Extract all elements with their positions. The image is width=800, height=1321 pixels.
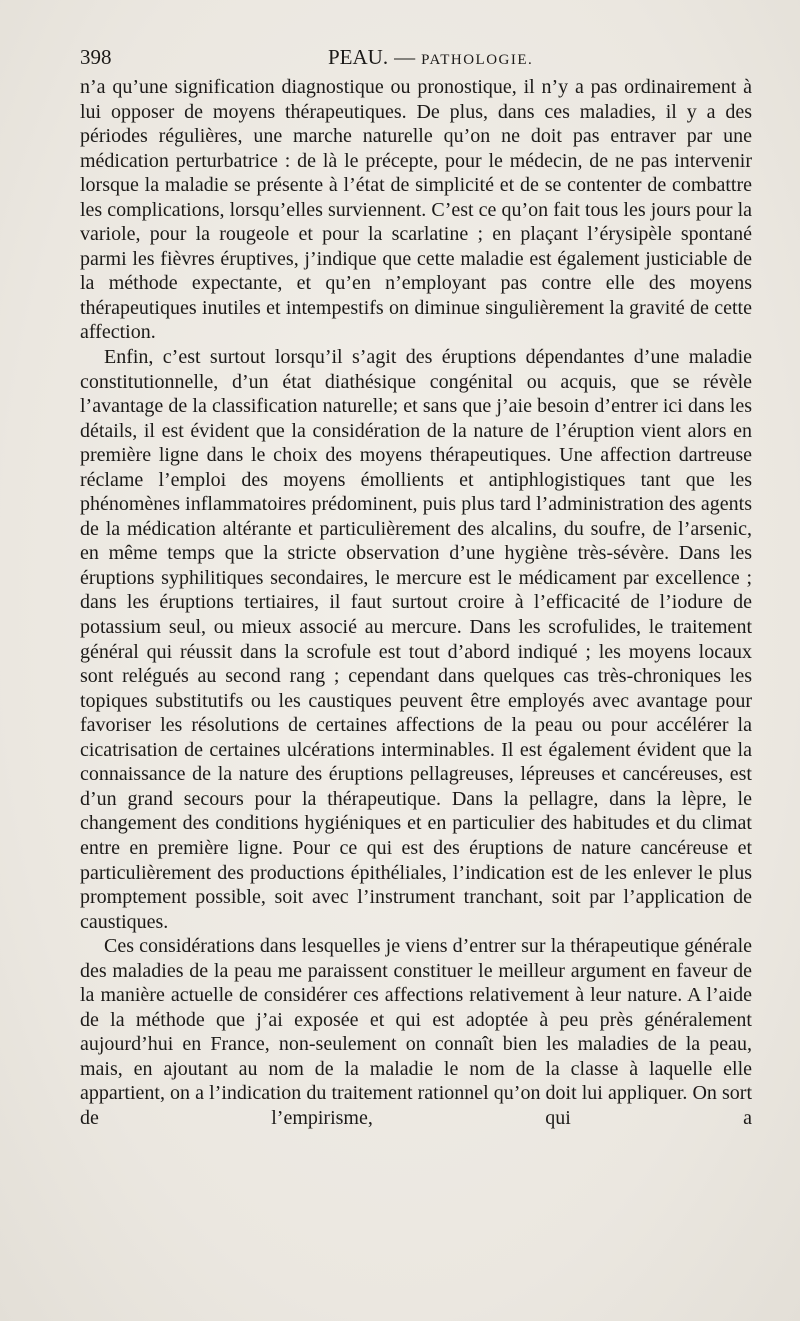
running-head — [328, 42, 533, 75]
paragraph-enfin: Enfin, c’est surtout lorsqu’il s’agit des éruptions dépendantes d’une maladie constitutionnelle, d’un état diathésique congénital ou acquis, que se révèle l’avantage de la classification naturelle; et sans que j’aie besoin d’entrer ici dans les détails, il est évident que la considération de la nature de l’éruption vient alors en première ligne dans le choix des moyens thérapeutiques. Une affection dartreuse réclame l’emploi des moyens émollients et antiphlogistiques tant que les phénomènes inflammatoires prédominent, puis plus tard l’administration des agents de la médication altérante et particulièrement des alcalins, du soufre, de l’arsenic, en même temps que la stricte observation d’une hygiène très-sévère. Dans les éruptions syphilitiques secondaires, le mercure est le médicament par excellence ; dans les éruptions tertiaires, il faut surtout croire à l’efficacité de l’iodure de potassium seul, ou mieux associé au mercure. Dans les scrofulides, le traitement général qui réussit dans la scrofule est tout d’abord indiqué ; les moyens locaux sont relégués au second rang ; cependant dans quelques cas très-chroniques les topiques substitutifs ou les caustiques peuvent être employés avec avantage pour favoriser les résolutions de certaines affections de la peau ou pour accélérer la cicatrisation de certaines ulcérations interminables. Il est également évident que la connaissance de la nature des éruptions pellagreuses, lépreuses et cancéreuses, est d’un grand secours pour la thérapeutique. Dans la pellagre, dans la lèpre, le changement des conditions hygiéniques et en particulier des habitudes et du climat entre en première ligne. Pour ce qui est des éruptions de nature cancéreuse et particulièrement des productions épithéliales, l’indication est de les enlever le plus promptement possible, soit avec l’instrument tranchant, soit par l’application de caustiques. — [80, 346, 752, 933]
page-header — [80, 42, 752, 72]
running-head-subtitle: PATHOLOGIE. — [421, 52, 534, 68]
paragraph-continuation: n’a qu’une signification diagnostique ou pronostique, il n’y a pas ordinairement à lui opposer de moyens thérapeutiques. De plus, dans ces maladies, il y a des périodes régulières, une marche naturelle qu’on ne doit pas entraver par une médication perturbatrice : de là le précepte, pour le médecin, de ne pas intervenir lorsque la maladie se présente à l’état de simplicité et de se contenter de combattre les complications, lorsqu’elles surviennent. C’est ce qu’on fait tous les jours pour la variole, pour la rougeole et pour la scarlatine ; en plaçant l’érysipèle spontané parmi les fièvres éruptives, j’indique que cette maladie est également justiciable de la méthode expectante, et qu’en n’employant pas contre elle des moyens thérapeutiques inutiles et intempestifs on diminue singulièrement la gravité de cette affection. — [80, 76, 752, 344]
page-number: 398 — [80, 45, 112, 69]
paragraph-considerations: Ces considérations dans lesquelles je viens d’entrer sur la thérapeutique générale des maladies de la peau me paraissent constituer le meilleur argument en faveur de la manière actuelle de considérer ces affections relativement à leur nature. A l’aide de la méthode que j’ai exposée et qui est adoptée à peu près généralement aujourd’hui en France, non-seulement on connaît bien les maladies de la peau, mais, en ajoutant au nom de la maladie le nom de la classe à laquelle elle appartient, on a l’indication du traitement rationnel qu’on doit lui appliquer. On sort de l’empirisme, qui a — [80, 935, 752, 1129]
running-head-separator: — — [394, 45, 416, 69]
running-head-title: PEAU. — [328, 45, 389, 69]
body-text — [80, 75, 752, 1131]
